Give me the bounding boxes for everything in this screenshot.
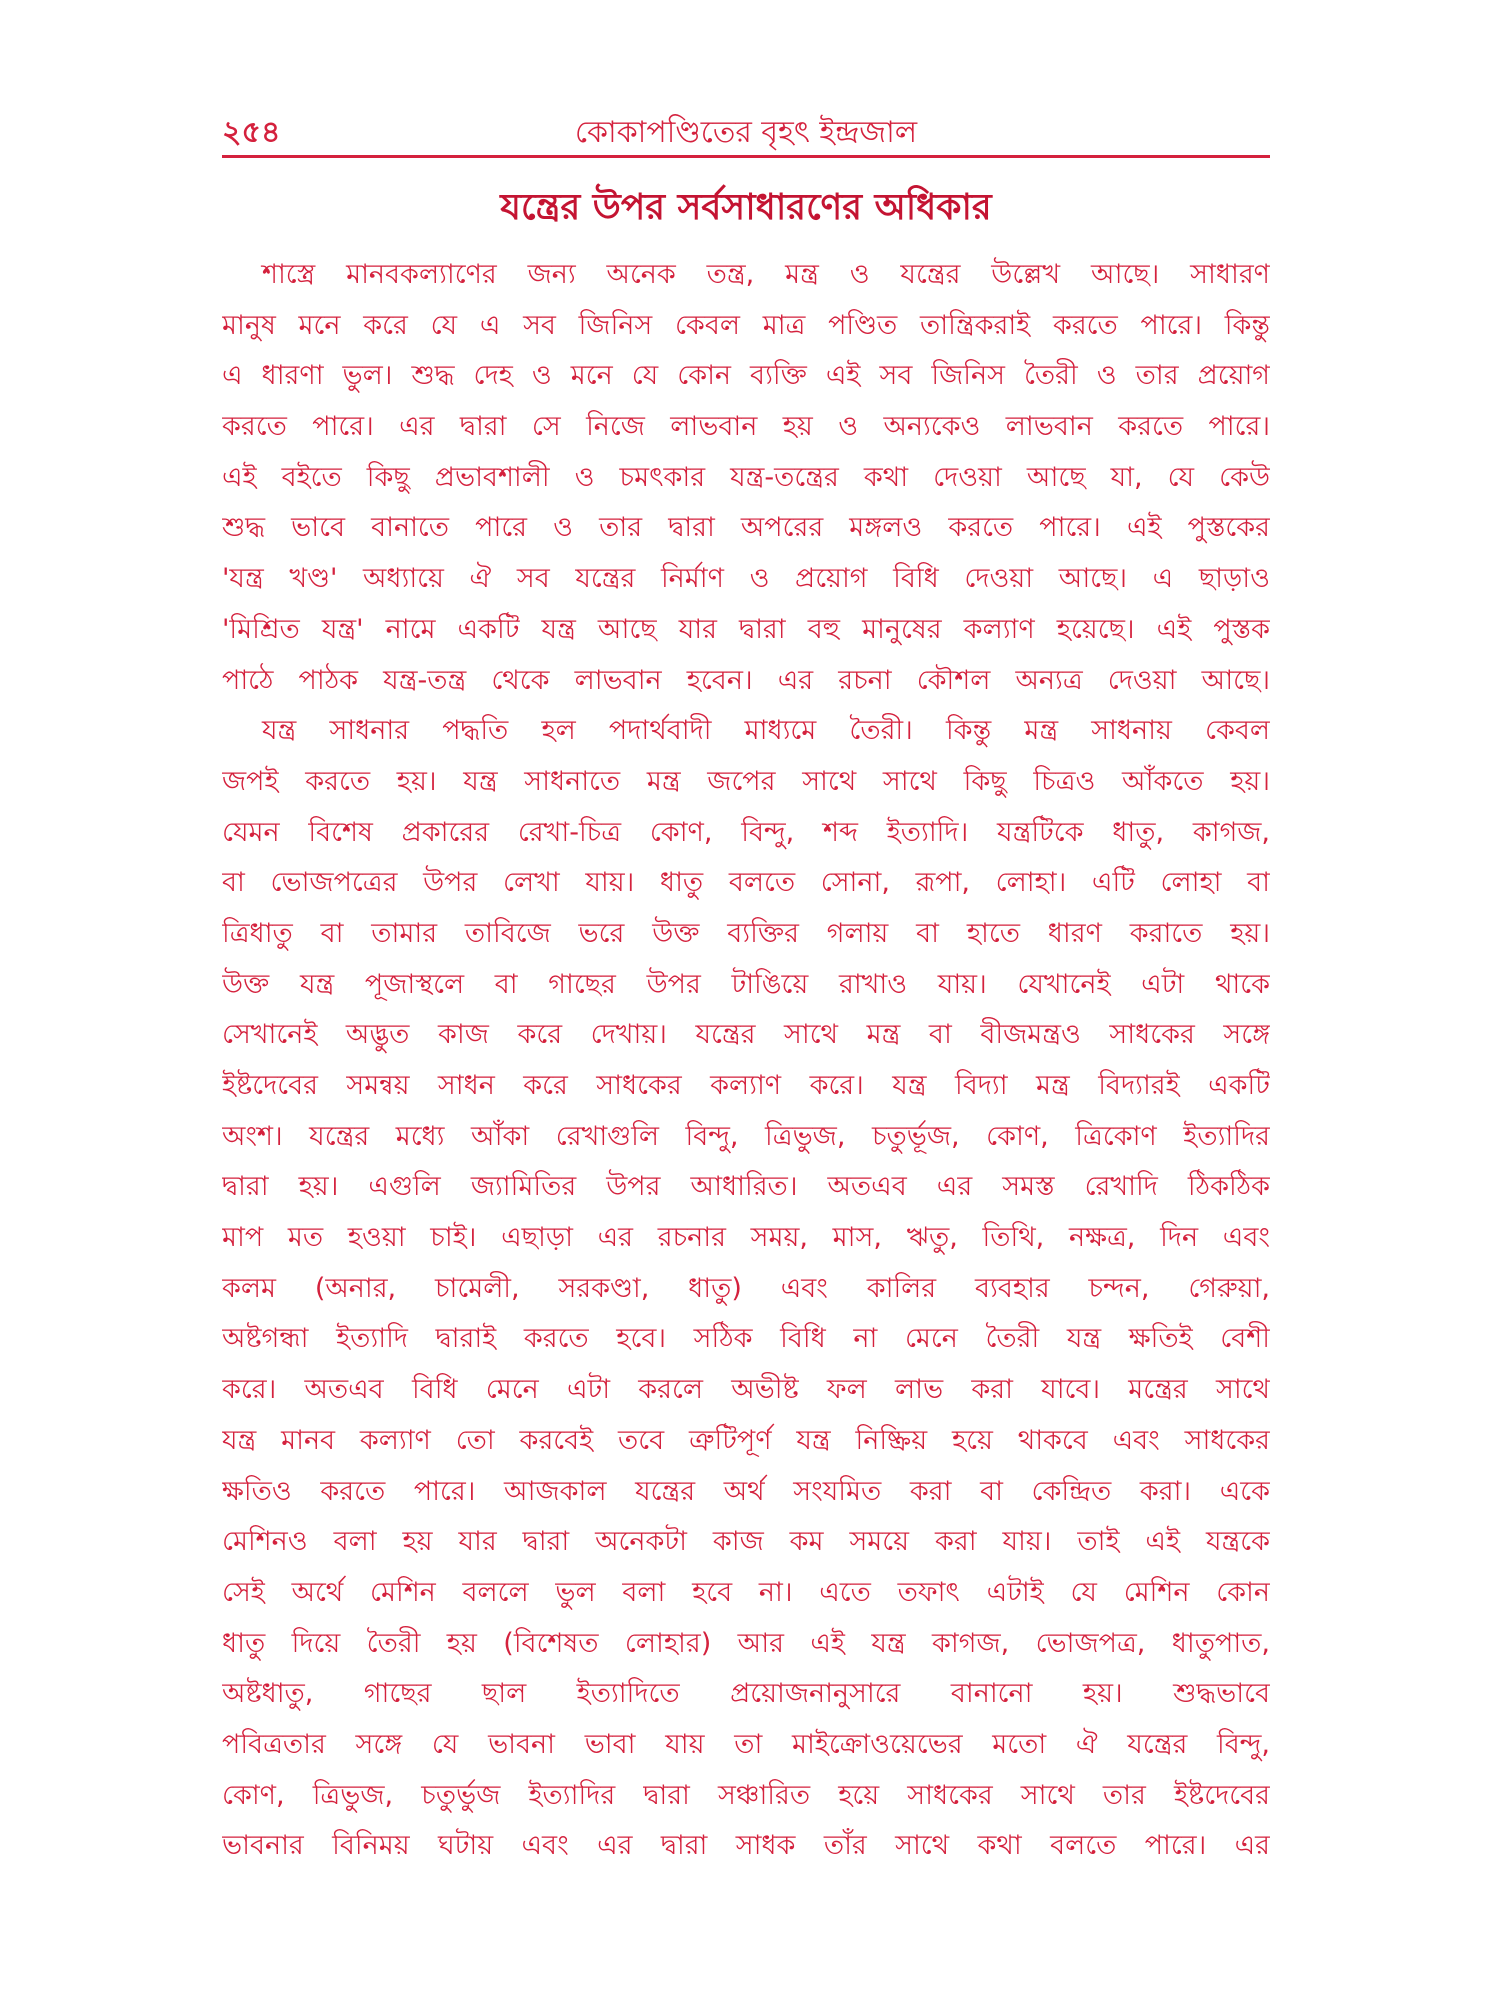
paragraph-line: জপই করতে হয়। যন্ত্র সাধনাতে মন্ত্র জপের সাথে সাথে কিছু চিত্রও আঁকতে হয়। <box>222 765 1270 797</box>
paragraph-line: সেখানেই অদ্ভুত কাজ করে দেখায়। যন্ত্রের সাথে মন্ত্র বা বীজমন্ত্রও সাধকের সঙ্গে <box>222 1019 1270 1051</box>
header-divider <box>222 155 1270 158</box>
paragraph-line: অংশ। যন্ত্রের মধ্যে আঁকা রেখাগুলি বিন্দু, ত্রিভুজ, চতুর্ভূজ, কোণ, ত্রিকোণ ইত্যাদির <box>222 1120 1270 1152</box>
paragraph-line: 'যন্ত্র খণ্ড' অধ্যায়ে ঐ সব যন্ত্রের নির্মাণ ও প্রয়োগ বিধি দেওয়া আছে। এ ছাড়াও <box>222 563 1270 595</box>
page-number: ২৫৪ <box>222 115 281 150</box>
paragraph-line: ইষ্টদেবের সমন্বয় সাধন করে সাধকের কল্যাণ করে। যন্ত্র বিদ্যা মন্ত্র বিদ্যারই একটি <box>222 1070 1270 1101</box>
paragraph-line: পাঠে পাঠক যন্ত্র-তন্ত্র থেকে লাভবান হবেন। এর রচনা কৌশল অন্যত্র দেওয়া আছে। <box>222 664 1270 696</box>
paragraph-line: শুদ্ধ ভাবে বানাতে পারে ও তার দ্বারা অপরের মঙ্গলও করতে পারে। এই পুস্তকের <box>222 512 1270 544</box>
paragraph-line: ভাবনার বিনিময় ঘটায় এবং এর দ্বারা সাধক তাঁর সাথে কথা বলতে পারে। এর <box>222 1830 1270 1862</box>
paragraph-line: শাস্ত্রে মানবকল্যাণের জন্য অনেক তন্ত্র, মন্ত্র ও যন্ত্রের উল্লেখ আছে। সাধারণ <box>262 259 1270 290</box>
paragraph-line: করে। অতএব বিধি মেনে এটা করলে অভীষ্ট ফল লাভ করা যাবে। মন্ত্রের সাথে <box>222 1374 1270 1406</box>
paragraph-line: এ ধারণা ভুল। শুদ্ধ দেহ ও মনে যে কোন ব্যক্তি এই সব জিনিস তৈরী ও তার প্রয়োগ <box>222 360 1270 392</box>
paragraph-line: যেমন বিশেষ প্রকারের রেখা-চিত্র কোণ, বিন্দু, শব্দ ইত্যাদি। যন্ত্রটিকে ধাতু, কাগজ, <box>222 816 1270 848</box>
paragraph-line: সেই অর্থে মেশিন বললে ভুল বলা হবে না। এতে তফাৎ এটাই যে মেশিন কোন <box>222 1576 1270 1608</box>
body-text <box>222 250 1270 1872</box>
paragraph-line: কলম (অনার, চামেলী, সরকণ্ডা, ধাতু) এবং কালির ব্যবহার চন্দন, গেরুয়া, <box>222 1272 1270 1304</box>
paragraph-line: বা ভোজপত্রের উপর লেখা যায়। ধাতু বলতে সোনা, রূপা, লোহা। এটি লোহা বা <box>222 867 1270 899</box>
paragraph-line: অষ্টধাতু, গাছের ছাল ইত্যাদিতে প্রয়োজনানুসারে বানানো হয়। শুদ্ধভাবে <box>222 1678 1270 1710</box>
page-header <box>222 104 1270 154</box>
paragraph-line: যন্ত্র সাধনার পদ্ধতি হল পদার্থবাদী মাধ্যমে তৈরী। কিন্তু মন্ত্র সাধনায় কেবল <box>262 715 1270 747</box>
paragraph-line: 'মিশ্রিত যন্ত্র' নামে একটি যন্ত্র আছে যার দ্বারা বহু মানুষের কল্যাণ হয়েছে। এই পুস্তক <box>222 613 1270 645</box>
paragraph-line: ধাতু দিয়ে তৈরী হয় (বিশেষত লোহার) আর এই যন্ত্র কাগজ, ভোজপত্র, ধাতুপাত, <box>222 1627 1270 1659</box>
paragraph-line: অষ্টগন্ধা ইত্যাদি দ্বারাই করতে হবে। সঠিক বিধি না মেনে তৈরী যন্ত্র ক্ষতিই বেশী <box>222 1323 1270 1355</box>
paragraph-line: করতে পারে। এর দ্বারা সে নিজে লাভবান হয় ও অন্যকেও লাভবান করতে পারে। <box>222 411 1270 443</box>
paragraph-line: দ্বারা হয়। এগুলি জ্যামিতির উপর আধারিত। অতএব এর সমস্ত রেখাদি ঠিকঠিক <box>222 1171 1270 1203</box>
section-title: যন্ত্রের উপর সর্বসাধারণের অধিকার <box>500 187 992 228</box>
paragraph-line: যন্ত্র মানব কল্যাণ তো করবেই তবে ত্রুটিপূর্ণ যন্ত্র নিষ্ক্রিয় হয়ে থাকবে এবং সাধকের <box>222 1424 1270 1456</box>
paragraph-line: মানুষ মনে করে যে এ সব জিনিস কেবল মাত্র পণ্ডিত তান্ত্রিকরাই করতে পারে। কিন্তু <box>222 309 1270 341</box>
paragraph-line: মেশিনও বলা হয় যার দ্বারা অনেকটা কাজ কম সময়ে করা যায়। তাই এই যন্ত্রকে <box>222 1526 1270 1558</box>
paragraph-line: উক্ত যন্ত্র পূজাস্থলে বা গাছের উপর টাঙিয়ে রাখাও যায়। যেখানেই এটা থাকে <box>222 968 1270 1000</box>
paragraph-line: ক্ষতিও করতে পারে। আজকাল যন্ত্রের অর্থ সংযমিত করা বা কেন্দ্রিত করা। একে <box>222 1475 1270 1507</box>
paragraph-line: ত্রিধাতু বা তামার তাবিজে ভরে উক্ত ব্যক্তির গলায় বা হাতে ধারণ করাতে হয়। <box>222 917 1270 949</box>
running-title: কোকাপণ্ডিতের বৃহৎ ইন্দ্রজাল <box>574 115 918 150</box>
paragraph-line: কোণ, ত্রিভুজ, চতুর্ভুজ ইত্যাদির দ্বারা সঞ্চারিত হয়ে সাধকের সাথে তার ইষ্টদেবের <box>222 1779 1270 1811</box>
paragraph-line: মাপ মত হওয়া চাই। এছাড়া এর রচনার সময়, মাস, ঋতু, তিথি, নক্ষত্র, দিন এবং <box>222 1222 1270 1254</box>
paragraph-line: পবিত্রতার সঙ্গে যে ভাবনা ভাবা যায় তা মাইক্রোওয়েভের মতো ঐ যন্ত্রের বিন্দু, <box>222 1728 1270 1760</box>
paragraph-line: এই বইতে কিছু প্রভাবশালী ও চমৎকার যন্ত্র-তন্ত্রের কথা দেওয়া আছে যা, যে কেউ <box>222 461 1270 493</box>
